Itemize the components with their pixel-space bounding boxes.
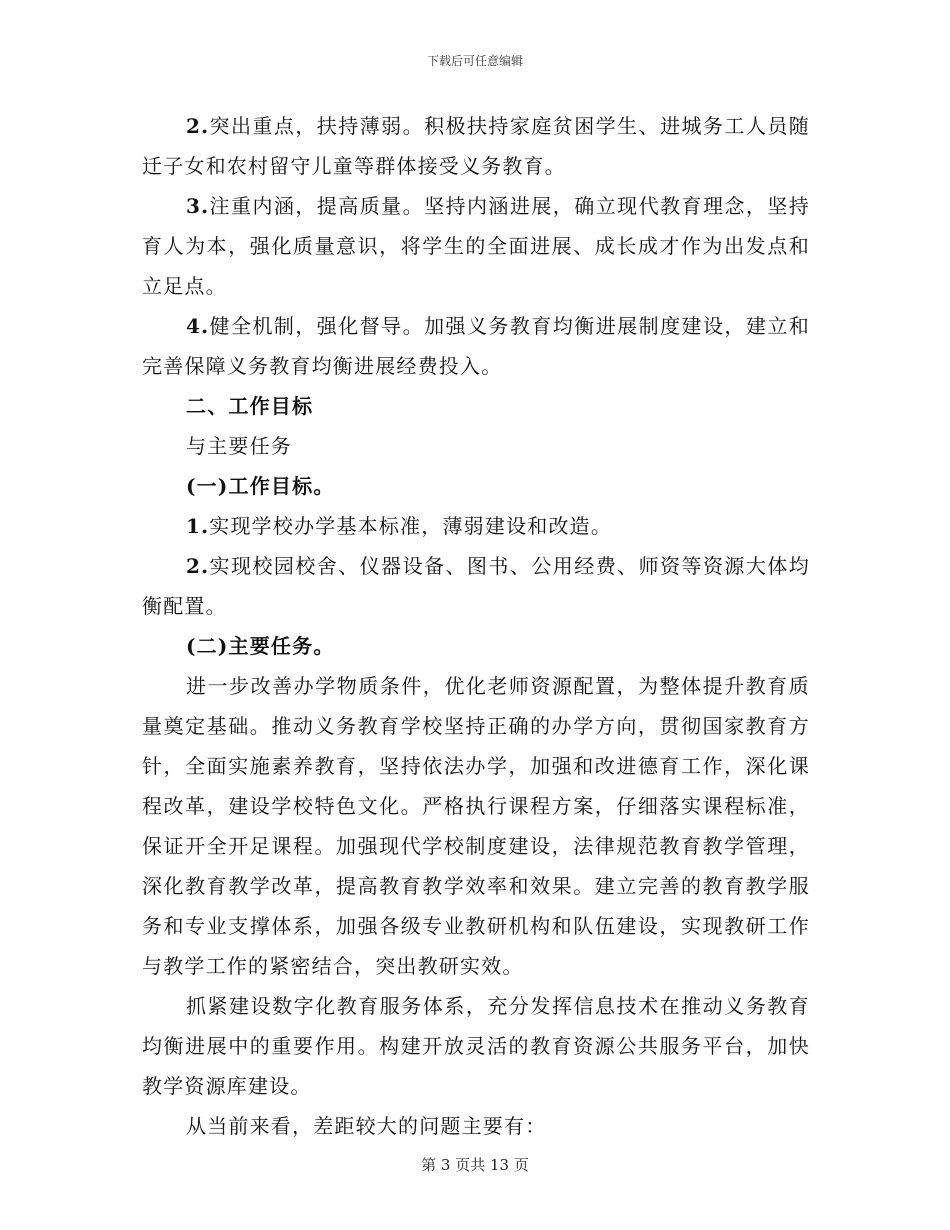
paragraph-text: 实现学校办学基本标准，薄弱建设和改造。	[209, 514, 613, 538]
section-heading: 二、工作目标	[186, 394, 314, 418]
paragraph-text: 健全机制，强化督导。加强义务教育均衡进展制度建设，建立和完善保障义务教育均衡进展经费投入。	[142, 314, 810, 378]
subsection-heading-tasks: (二)主要任务。	[186, 634, 335, 658]
document-body	[142, 106, 810, 1146]
item-number: 2.	[186, 554, 210, 578]
item-number: 3.	[186, 194, 210, 218]
subsection-heading-goals: (一)工作目标。	[186, 474, 335, 498]
paragraph-digital: 抓紧建设数字化教育服务体系，充分发挥信息技术在推动义务教育均衡进展中的重要作用。构建开放灵活的教育资源公共服务平台，加快教学资源库建设。	[142, 994, 810, 1098]
paragraph-principle-4	[142, 306, 810, 386]
item-number: 1.	[186, 514, 210, 538]
paragraph-issues-intro: 从当前来看，差距较大的问题主要有：	[186, 1114, 547, 1138]
item-number: 4.	[186, 314, 210, 338]
paragraph-goal-1	[142, 506, 810, 546]
paragraph-goal-2	[142, 546, 810, 626]
paragraph-principle-3	[142, 186, 810, 306]
paragraph-text: 实现校园校舍、仪器设备、图书、公用经费、师资等资源大体均衡配置。	[142, 554, 810, 618]
paragraph-tasks-body: 进一步改善办学物质条件，优化老师资源配置，为整体提升教育质量奠定基础。推动义务教育学校坚持正确的办学方向，贯彻国家教育方针，全面实施素养教育，坚持依法办学，加强和改进德育工作，深化课程改革，建设学校特色文化。严格执行课程方案，仔细落实课程标准，保证开全开足课程。加强现代学校制度建设，法律规范教育教学管理，深化教育教学改革，提高教育教学效率和效果。建立完善的教育教学服务和专业支撑体系，加强各级专业教研机构和队伍建设，实现教研工作与教学工作的紧密结合，突出教研实效。	[142, 674, 810, 978]
item-number: 2.	[186, 114, 210, 138]
paragraph-text: 注重内涵，提高质量。坚持内涵进展，确立现代教育理念，坚持育人为本，强化质量意识，将学生的全面进展、成长成才作为出发点和立足点。	[142, 194, 810, 298]
page-footer: 第 3 页共 13 页	[421, 1156, 529, 1174]
paragraph-principle-2	[142, 106, 810, 186]
section-heading-continuation: 与主要任务	[186, 434, 292, 458]
paragraph-text: 突出重点，扶持薄弱。积极扶持家庭贫困学生、进城务工人员随迁子女和农村留守儿童等群体接受义务教育。	[142, 114, 810, 178]
page-header: 下载后可任意编辑	[426, 54, 523, 68]
